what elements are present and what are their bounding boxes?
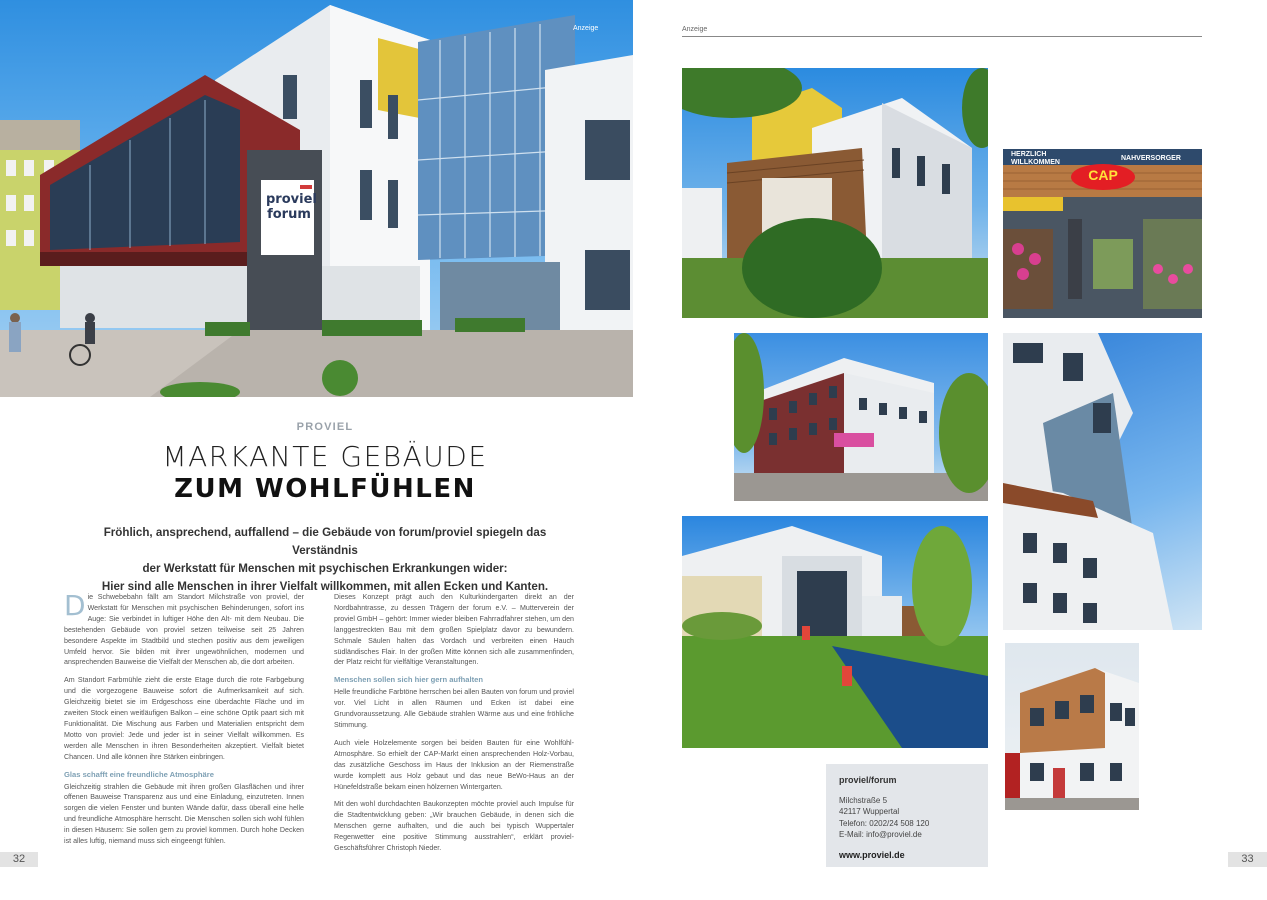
sign-text-proviel: proviel [266,192,317,207]
paragraph: Helle freundliche Farbtöne herrschen bei allen Bauten von forum und proviel vor. Viel Licht in allen Räumen und Ecken ist dabei eine Grundvoraussetzung. Alle Gebäude strahlen Wärme aus und eine fröhliche Stimmung. [334,688,574,729]
cap-logo: CAP [1088,167,1118,183]
subheading: Glas schafft eine freundliche Atmosphäre [64,769,214,779]
photo-wooden-upper-floor [1005,643,1139,810]
paragraph: Auch viele Holzelemente sorgen bei beiden Bauten für eine Wohlfühl-Atmosphäre. So erhielt der CAP-Markt einen ansprechenden Holz-Vorbau, das zusätzliche Geschoss im Haus der Inklusion an der Riemenstraße wurde komplett aus Holz gebaut und das neue BeWo-Haus an der Hünefeldstraße bekam einen hölzernen Wintergarten. [334,738,574,791]
company-name: proviel/forum [839,775,897,785]
cap-banner-right: NAHVERSORGER [1121,155,1181,162]
paragraph: Gleichzeitig strahlen die Gebäude mit ihren großen Glasflächen und ihrer offenen Bauweise Transparenz aus und eine Einladung, einzutreten. Innen sorgen die vielen Fenster und bunten Wände dafür, dass überall eine helle und freundliche Atmosphäre herrscht. Die Menschen sollen sich wohl fühlen in diesen Häusern: Sie sollen gern zu proviel kommen. Durch hohe Decken ist alles luftig, niemand muss sich eingeengt fühlen. [64,782,304,846]
subheading: Menschen sollen sich hier gern aufhalten [334,675,483,685]
lead-line-1: Fröhlich, ansprechend, auffallend – die Gebäude von forum/proviel spiegeln das Verständnis [103,526,547,557]
hero-photo-building [0,0,633,397]
cap-banner-left-2: WILLKOMMEN [1011,159,1060,166]
article-title-line2: ZUM WOHLFÜHLEN [174,474,476,504]
lead-line-2: der Werkstatt für Menschen mit psychischen Erkrankungen wider: [142,562,508,575]
contact-info-box [826,764,988,867]
photo-cap-market [1003,149,1202,318]
drop-cap: D [64,589,86,622]
lead-line-3: Hier sind alle Menschen in ihrer Vielfalt willkommen, mit allen Ecken und Kanten. [101,580,549,593]
paragraph: Am Standort Farbmühle zieht die erste Etage durch die rote Farbgebung und die vorgezogene Bauweise sofort die Aufmerksamkeit auf sich. Gleichzeitig bietet sie im Erdgeschoss eine überdachte Fläche und im zweiten Stock einen weitläufigen Balkon – eine schöne Optik paart sich mit Funktionalität. Die Mischung aus Farben und Materialien entspricht dem Motto von proviel: Jede und jeder ist in seiner Vielfalt willkommen. Es werden alle Menschen in ihren Besonderheiten akzeptiert. Vielfalt bietet Chancen. Und alle können ihre Stärken einbringen. [64,676,304,761]
article-lead [100,524,550,596]
text-column-1 [64,589,304,854]
paragraph: Mit den wohl durchdachten Baukonzepten möchte proviel auch Impulse für die Stadtentwicklung geben: „Wir brauchen Gebäude, in denen sich die Menschen gerne aufhalten, und die auch bei typisch Wuppertaler Regenwetter eine positive Stimmung ausstrahlen“, erklärt proviel-Geschäftsführer Christoph Nieder. [334,800,574,853]
article-kicker: PROVIEL [296,421,354,433]
photo-wooden-extension [682,68,988,318]
address-street: Milchstraße 5 [839,796,888,805]
page-number-right: 33 [1228,852,1267,867]
header-rule [682,36,1202,37]
photo-brick-building [734,333,988,501]
photo-kindergarten [682,516,988,748]
ad-label-right: Anzeige [682,26,708,33]
ad-label-left: Anzeige [573,25,599,32]
text-column-2 [334,592,574,861]
cap-banner-left-1: HERZLICH [1011,151,1047,158]
paragraph: Dieses Konzept prägt auch den Kulturkindergarten direkt an der Nordbahntrasse, zu dessen Trägern der forum e.V. – Mutterverein der proviel GmbH – gehört: Immer wieder bleiben Fahrradfahrer stehen, um den langgestreckten Bau mit dem großen Spielplatz davor zu bewundern. Schmale Säulen halten das Vordach und verbreiten einen Hauch südländisches Flair. In der großen Mitte können sich alle zusammenfinden, der Platz reicht für vielfältige Veranstaltungen. [334,593,574,667]
sign-text-forum: forum [267,207,311,222]
photo-tower-upward [1003,333,1202,630]
article-title-line1: MARKANTE GEBÄUDE [162,440,488,473]
website-link[interactable]: www.proviel.de [839,850,905,861]
phone-number: Telefon: 0202/24 508 120 [839,818,930,828]
address-city: 42117 Wuppertal [839,807,900,817]
page-number-left: 32 [0,852,38,867]
paragraph: Die Schwebebahn fällt am Standort Milchstraße von proviel, der Werkstatt für Menschen mit psychischen Behinderungen, sofort ins Auge: Sie verbindet in luftiger Höhe den Alt- mit dem Neubau. Die bestehenden Gebäude von proviel setzen teilweise seit 25 Jahren besondere Aspekte im Stadtbild und stechen positiv aus dem jeweiligen Umfeld hervor. Sie bilden mit ihrer ungewöhnlichen, modernen und ansprechenden Bauweise die Vielfalt der Menschen ab, die dort arbeiten. [64,589,304,667]
email-address: E-Mail: info@proviel.de [839,829,922,839]
